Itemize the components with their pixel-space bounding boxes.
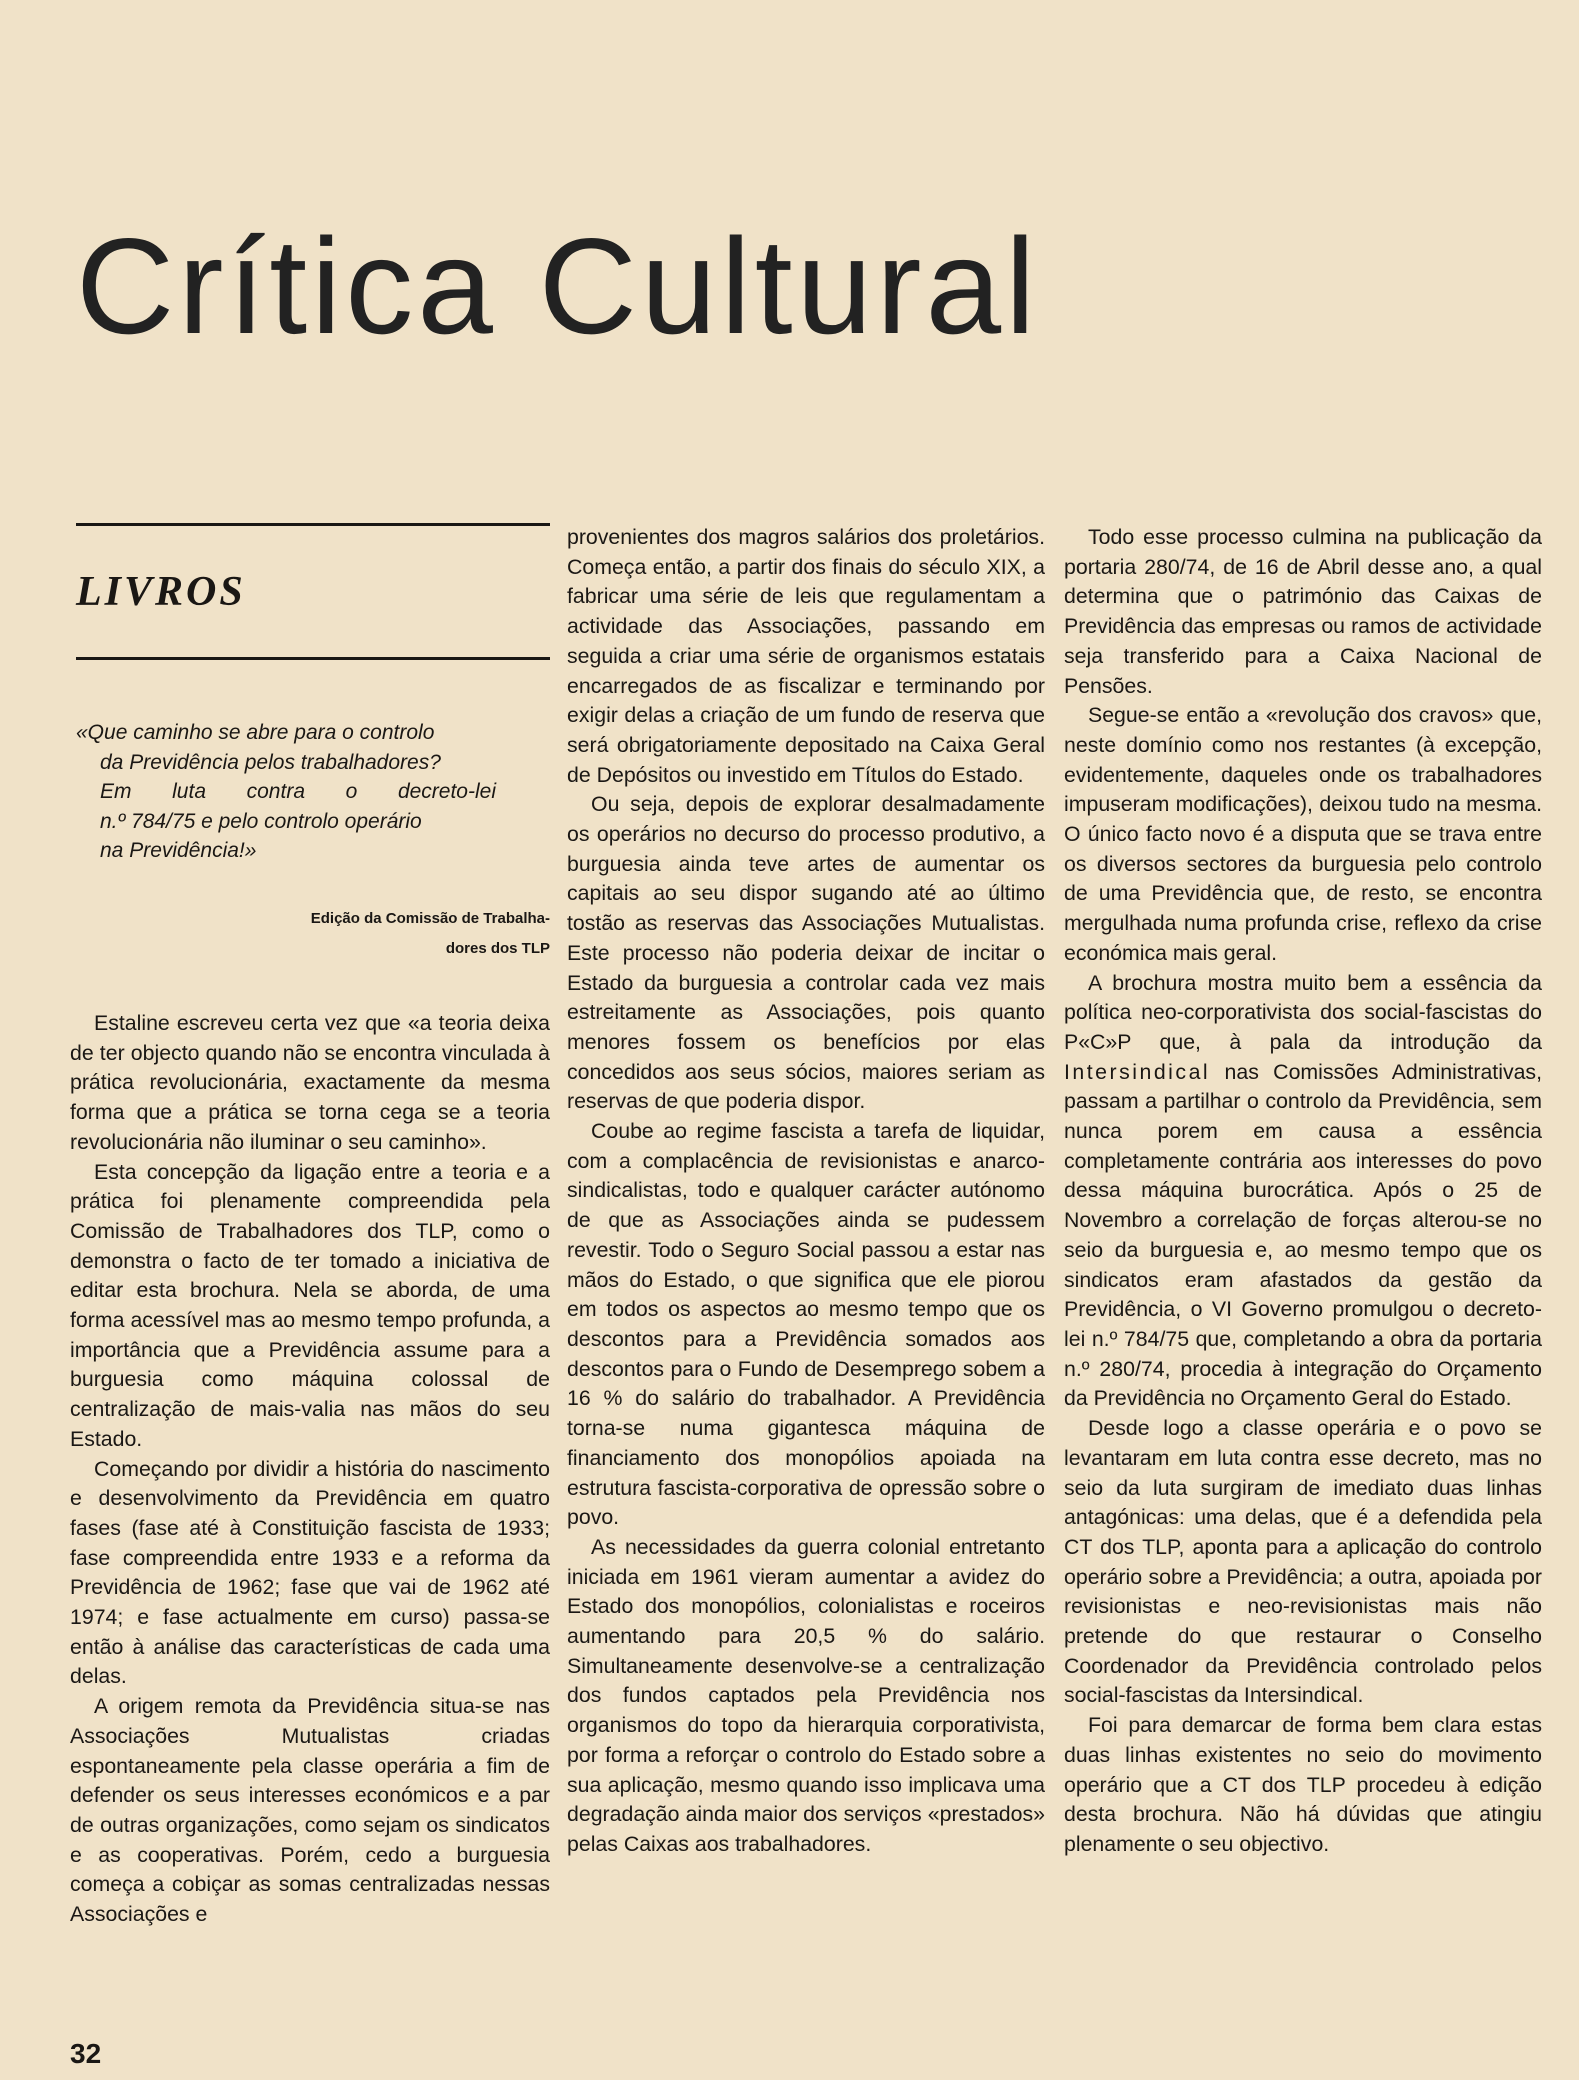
paragraph: A origem remota da Previdência situa-se nas Associações Mutualistas criadas espontaneamente pela classe operária a fim de defender os seus interesses económicos e a par de outras organizações, como sejam os sindicatos e as cooperativas. Porém, cedo a burguesia começa a cobiçar as somas centralizadas nessas Associações e	[70, 1694, 550, 1927]
publisher-credit	[150, 904, 550, 964]
paragraph: Começando por dividir a história do nascimento e desenvolvimento da Previdência em quatro fases (fase até à Constituição fascista de 1933; fase compreendida entre 1933 e a reforma da Previdência de 1962; fase que vai de 1962 até 1974; e fase actualmente em curso) passa-se então à análise das características de cada uma delas.	[70, 1456, 550, 1689]
paragraph: Estaline escreveu certa vez que «a teoria deixa de ter objecto quando não se encontra vinculada à prática revolucionária, exactamente da mesma forma que a prática se torna cega se a teoria revolucionária não iluminar o seu caminho».	[70, 1011, 550, 1154]
quote-line: da Previdência pelos trabalhadores?	[100, 750, 441, 774]
article-column-2	[567, 523, 1045, 1860]
paragraph: Ou seja, depois de explorar desalmadamente os operários no decurso do processo produtivo, a burguesia ainda teve artes de aumentar os capitais ao seu dispor sugando até ao último tostão as reservas das Associações Mutualistas. Este processo não poderia deixar de incitar o Estado da burguesia a controlar cada vez mais estreitamente as Associações, pois quanto menores fossem os benefícios por elas concedidos aos seus sócios, maiores seriam as reservas de que poderia dispor.	[567, 792, 1045, 1114]
text-run: nas Comissões Administrativas, passam a partilhar o controlo da Previdência, sem nunca porem em causa a essência completamente contrária aos interesses do povo dessa máquina burocrática. Após o 25 de Novembro a correlação de forças alterou-se no seio da burguesia e, ao mesmo tempo que os sindicatos eram afastados da gestão da Previdência, o VI Governo promulgou o decreto-lei n.º 784/75 que, completando a obra da portaria n.º 280/74, procedia à integração do Orçamento da Previdência no Orçamento Geral do Estado.	[1064, 1059, 1542, 1411]
intersindical-emphasis: Intersindical	[1064, 1059, 1211, 1084]
quote-line: n.º 784/75 e pelo controlo operário	[100, 809, 422, 833]
page-title: Crítica Cultural	[76, 210, 1040, 362]
paragraph: Foi para demarcar de forma bem clara estas duas linhas existentes no seio do movimento operário que a CT dos TLP procedeu à edição desta brochura. Não há dúvidas que atingiu plenamente o seu objectivo.	[1064, 1713, 1542, 1856]
paragraph: Coube ao regime fascista a tarefa de liquidar, com a complacência de revisionistas e anarco-sindicalistas, todo e qualquer carácter autónomo de que as Associações ainda se pudessem revestir. Todo o Seguro Social passou a estar nas mãos do Estado, o que significa que ele piorou em todos os aspectos ao mesmo tempo que os descontos para a Previdência somados aos descontos para o Fundo de Desemprego sobem a 16 % do salário do trabalhador. A Previdência torna-se numa gigantesca máquina de financiamento dos monopólios apoiada na estrutura fascista-corporativa de opressão sobre o povo.	[567, 1119, 1045, 1530]
paragraph	[1064, 969, 1542, 1415]
credit-line: dores dos TLP	[445, 940, 550, 957]
book-title-quote	[76, 718, 496, 866]
bottom-rule	[76, 657, 550, 660]
top-rule	[76, 523, 550, 526]
paragraph: provenientes dos magros salários dos proletários. Começa então, a partir dos finais do século XIX, a fabricar uma série de leis que regulamentam a actividade das Associações, passando em seguida a criar uma série de organismos estatais encarregados de as fiscalizar e terminando por exigir delas a criação de um fundo de reserva que será obrigatoriamente depositado na Caixa Geral de Depósitos ou investido em Títulos do Estado.	[567, 525, 1045, 787]
quote-line: na Previdência!»	[100, 839, 257, 863]
paragraph: Desde logo a classe operária e o povo se levantaram em luta contra esse decreto, mas no seio da luta surgiram de imediato duas linhas antagónicas: uma delas, que é a defendida pela CT dos TLP, aponta para a aplicação do controlo operário sobre a Previdência; a outra, apoiada por revisionistas e neo-revisionistas mais não pretende do que restaurar o Conselho Coordenador da Previdência controlado pelos social-fascistas da Intersindical.	[1064, 1416, 1542, 1708]
paragraph: As necessidades da guerra colonial entretanto iniciada em 1961 vieram aumentar a avidez do Estado dos monopólios, colonialistas e roceiros aumentando para 20,5 % do salário. Simultaneamente desenvolve-se a centralização dos fundos captados pela Previdência nos organismos do topo da hierarquia corporativista, por forma a reforçar o controlo do Estado sobre a sua aplicação, mesmo quando isso implicava uma degradação ainda maior dos serviços «prestados» pelas Caixas aos trabalhadores.	[567, 1534, 1045, 1856]
quote-line: «Que caminho se abre para o controlo	[76, 721, 435, 744]
paragraph: Todo esse processo culmina na publicação da portaria 280/74, de 16 de Abril desse ano, a qual determina que o património das Caixas de Previdência das empresas ou ramos de actividade seja transferido para a Caixa Nacional de Pensões.	[1064, 525, 1542, 698]
section-label: LIVROS	[76, 569, 246, 615]
credit-line: Edição da Comissão de Trabalha-	[310, 910, 550, 927]
text-run: A brochura mostra muito bem a essência da política neo-corporativista dos social-fascistas do P«C»P que, à pala da introdução da	[1064, 970, 1542, 1054]
paragraph: Esta concepção da ligação entre a teoria e a prática foi plenamente compreendida pela Comissão de Trabalhadores dos TLP, como o demonstra o facto de ter tomado a iniciativa de editar esta brochura. Nela se aborda, de uma forma acessível mas ao mesmo tempo profunda, a importância que a Previdência assume para a burguesia como máquina colossal de centralização de mais-valia nas mãos do seu Estado.	[70, 1159, 550, 1451]
page-number: 32	[70, 2038, 102, 2069]
paragraph: Segue-se então a «revolução dos cravos» que, neste domínio como nos restantes (à excepção, evidentemente, daqueles onde os trabalhadores impuseram modificações), deixou tudo na mesma. O único facto novo é a disputa que se trava entre os diversos sectores da burguesia pelo controlo de uma Previdência que, de resto, se encontra mergulhada numa profunda crise, reflexo da crise económica mais geral.	[1064, 703, 1542, 965]
quote-line: Em luta contra o decreto-lei	[100, 780, 496, 804]
article-column-3	[1064, 523, 1542, 1860]
article-column-1	[70, 1009, 550, 1930]
